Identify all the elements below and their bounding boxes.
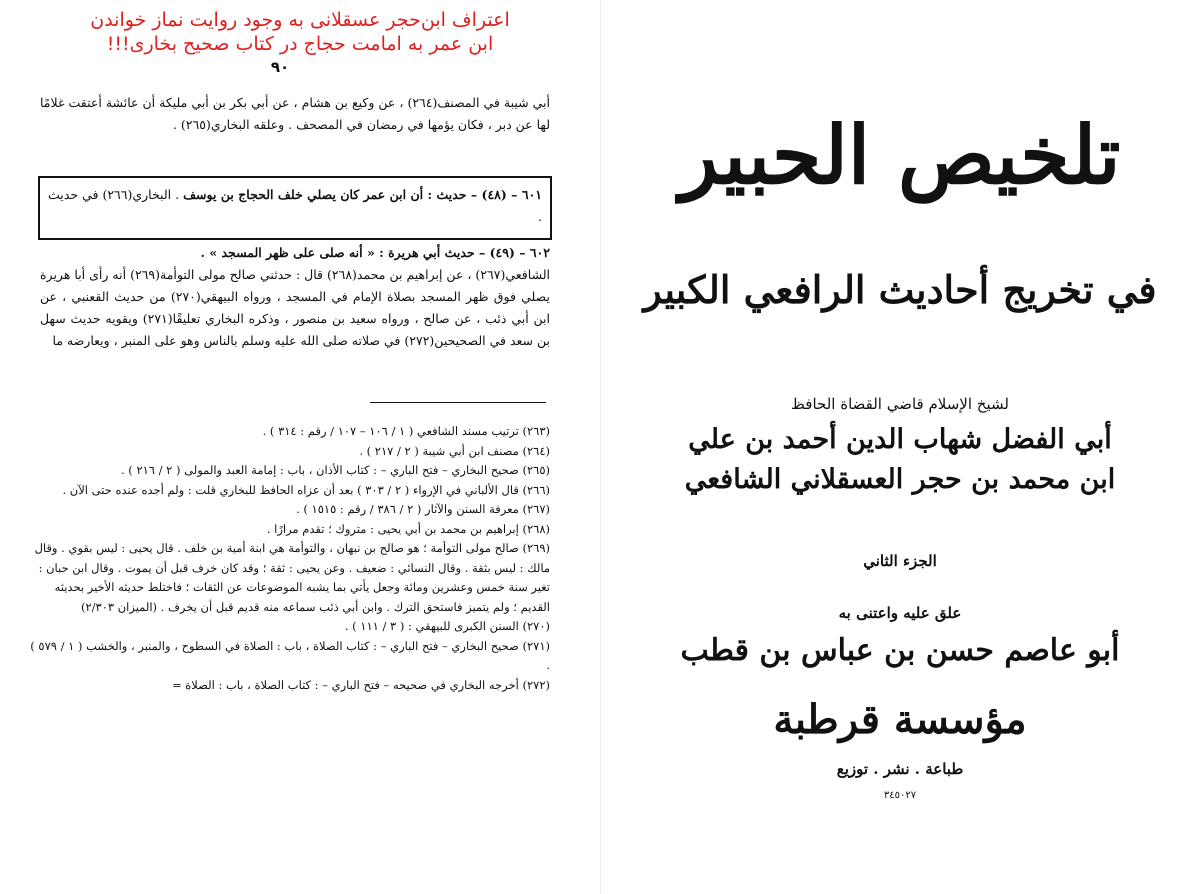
author-name-line2: ابن محمد بن حجر العسقلاني الشافعي [684,464,1116,495]
boxed-hadith-source: . البخاري(٢٦٦) في حديث . [48,187,542,224]
publisher-logo: مؤسسة قرطبة [773,696,1027,743]
book-subtitle: في تخريج أحاديث الرافعي الكبير [643,267,1157,312]
footnote-268: (٢٦٨) إبراهيم بن محمد بن أبي يحيى : متروك ؛ تقدم مرارًا . [266,521,550,536]
footnote-271: (٢٧١) صحيح البخاري – فتح الباري – : كتاب الصلاة ، باب : الصلاة في السطوح ، والمنبر ، والخشب ( ١ / ٥٧٩ ) . [30,638,550,672]
page-number: ٩٠ [270,58,290,76]
footnote-267: (٢٦٧) معرفة السنن والآثار ( ٢ / ٣٨٦ / رقم : ١٥١٥ ) . [296,502,550,516]
volume-label: الجزء الثاني [863,552,937,570]
title-page [600,0,1200,894]
footnote-264: (٢٦٤) مصنف ابن أبي شيبة ( ٢ / ٢١٧ ) . [359,443,550,458]
footnote-272: (٢٧٢) أخرجه البخاري في صحيحه – فتح الباري – : كتاب الصلاة ، باب : الصلاة = [171,677,550,692]
author-name-line1: أبي الفضل شهاب الدين أحمد بن علي [688,424,1112,455]
hadith-heading-602: ٦٠٢ – (٤٩) – حديث أبي هريرة : « أنه صلى على ظهر المسجد » . [200,245,550,260]
footnote-270: (٢٧٠) السنن الكبرى للبيهقي : ( ٣ / ١١١ ) . [344,619,550,633]
book-title: تلخيص الحبير [679,108,1121,202]
publisher-tagline: طباعة . نشر . توزيع [836,760,964,778]
commented-by-label: علق عليه واعتنى به [838,604,962,622]
footnote-265: (٢٦٥) صحيح البخاري – فتح الباري – : كتاب الأذان ، باب : إمامة العبد والمولى ( ٢ / ٢١٦ ) . [120,463,550,477]
boxed-paragraph [48,184,542,228]
footnotes [30,422,550,695]
footnote-269: (٢٦٩) صالح مولى التوأمة ؛ هو صالح بن نبهان ، والتوأمة هي ابنة أمية بن خلف . قال يحيى : ليس بقوي . وقال مالك : ليس بثقة . وقال النسائي : ضعيف . وعن يحيى : ثقة ؛ وقد كان خرف قبل أن يموت . وقال ابن حبان : تغير سنة خمس وعشرين ومائة وجعل يأتي بما يشبه الموضوعات عن الثقات ؛ فاختلط حديثه الأخير بحديثه القديم ؛ ولم يتميز فاستحق الترك . وابن أبي ذئب سماعه منه قديم قبل أن يخرف . (الميزان ٢/٣٠٣) [34,541,550,614]
red-note-line1: اعتراف ابن‌حجر عسقلانی به وجود روایت نماز خواندن [90,9,510,31]
footnote-divider [370,402,546,403]
paragraph-3 [40,242,550,352]
footnote-266: (٢٦٦) قال الألباني في الإرواء ( ٢ / ٣٠٣ ) بعد أن عزاه الحافظ للبخاري قلت : ولم أجده عنده حتى الآن . [62,482,550,497]
footnote-263: (٢٦٣) ترتيب مسند الشافعي ( ١ / ١٠٦ – ١٠٧ / رقم : ٣١٤ ) . [262,424,550,438]
red-note-line2: ابن عمر به امامت حجاج در کتاب صحیح بخاری!!! [106,33,494,55]
highlight-box [38,176,552,240]
author-intro: لشيخ الإسلام قاضي القضاة الحافظ [791,395,1009,413]
boxed-hadith-heading: ٦٠١ – (٤٨) – حديث : أن ابن عمر كان يصلي خلف الحجاج بن يوسف [183,187,542,202]
red-annotation [40,8,560,56]
editor-name: أبو عاصم حسن بن عباس بن قطب [680,633,1120,668]
publisher-phone: ٣٤٥٠٢٧ [883,790,917,801]
paragraph-1: أبي شيبة في المصنف(٢٦٤) ، عن وكيع بن هشام ، عن أبي بكر بن أبي مليكة أن عائشة أعتقت غلامًا لها عن دبر ، فكان يؤمها في رمضان في المصحف . وعلقه البخاري(٢٦٥) . [40,95,550,132]
hadith-body-602: الشافعي(٢٦٧) ، عن إبراهيم بن محمد(٢٦٨) قال : حدثني صالح مولى التوأمة(٢٦٩) أنه رأى أبا هريرة يصلي فوق ظهر المسجد بصلاة الإمام في المسجد ، ورواه البيهقي(٢٧٠) من حديث القعنبي ، عن ابن أبي ذئب ، عن صالح ، ورواه سعيد بن منصور ، وذكره البخاري تعليقًا(٢٧١) ويقويه حديث سهل بن سعد في الصحيحين(٢٧٢) في صلاته صلى الله عليه وسلم بالناس وهو على المنبر ، ويعارضه ما [40,267,550,348]
